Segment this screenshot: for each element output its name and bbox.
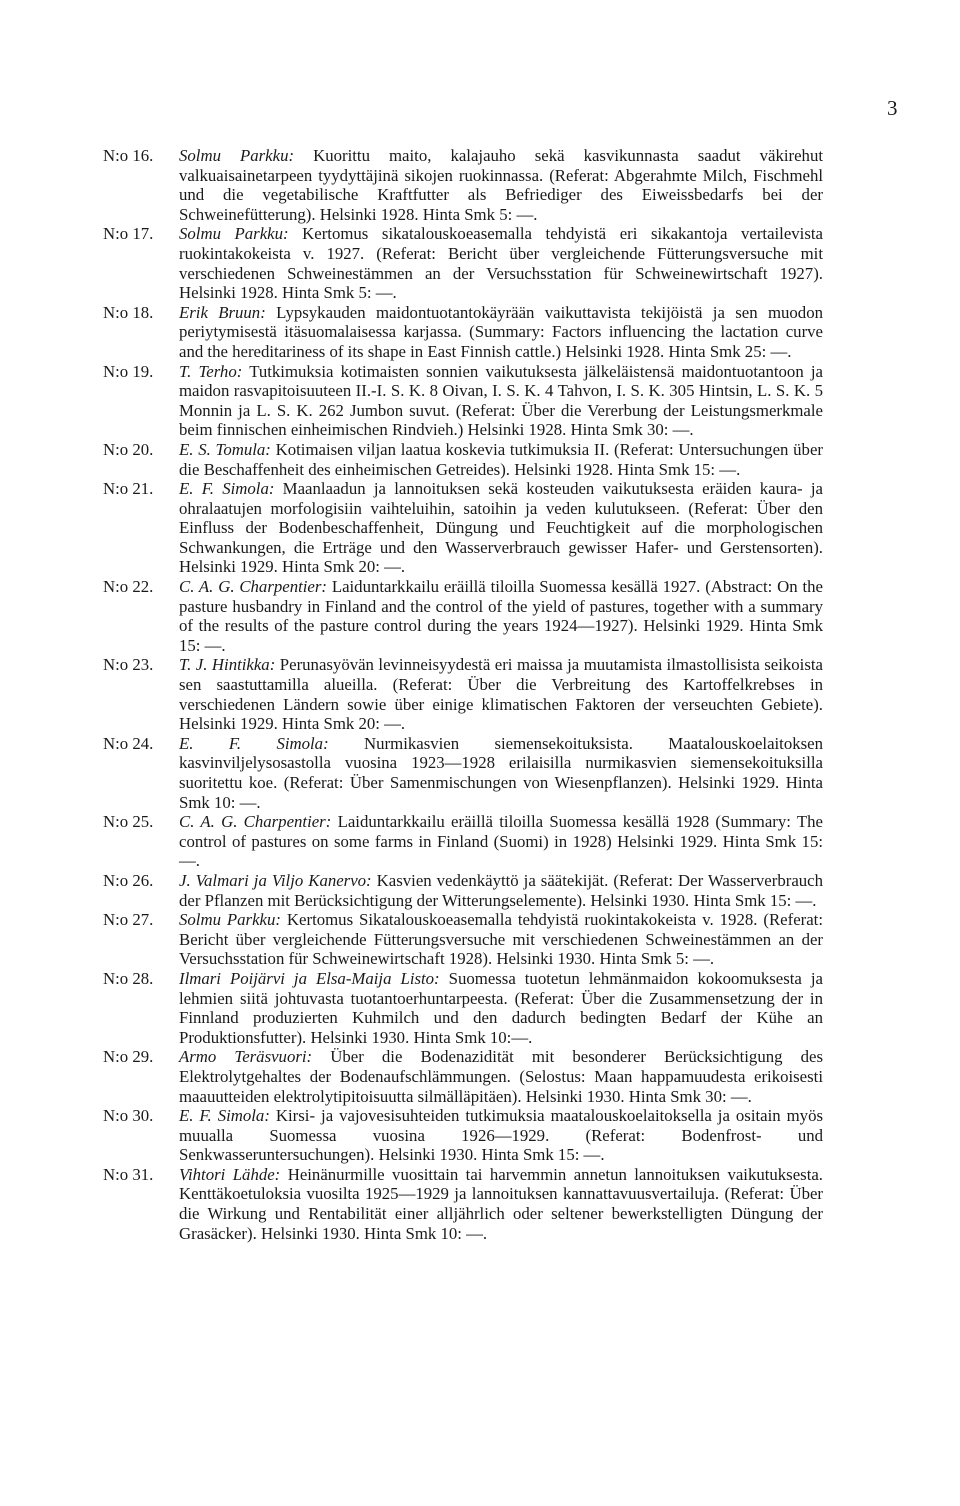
entry-text: Suomessa tuotetun lehmänmaidon kokoomuksesta ja lehmien siitä johtuvasta tuotantoerhuntarpeesta. (Referat: Über die Zusammensetzung der in Finnland produzierten Kuhmilch und den dadurch bedingten Bedarf der Kühe an Produktionsfutter). Helsinki 1930. Hinta Smk 10:—.	[179, 968, 823, 1047]
entry-text: Kirsi- ja vajovesisuhteiden tutkimuksia maatalouskoelaitoksella ja ositain myös muualla Suomessa vuosina 1926—1929. (Referat: Bodenfrost- und Senkwasseruntersuchungen). Helsinki 1930. Hinta Smk 15: —.	[179, 1106, 823, 1165]
entry-author: C. A. G. Charpentier:	[179, 812, 332, 832]
entry-body	[179, 1047, 823, 1106]
publication-entry	[103, 910, 823, 969]
publication-entry	[103, 303, 823, 362]
entry-number: N:o 29.	[103, 1047, 154, 1067]
entry-text: Laiduntarkkailu eräillä tiloilla Suomessa kesällä 1927. (Abstract: On the pasture husbandry in Finland and the control of the yield of pastures, together with a summary of the results of the pasture control during the years 1924—1927). Helsinki 1929. Hinta Smk 15: —.	[179, 577, 823, 655]
entry-text: Kotimaisen viljan laatua koskevia tutkimuksia II. (Referat: Untersuchungen über die Beschaffenheit des einheimischen Getreides). Helsinki 1928. Hinta Smk 15: —.	[179, 439, 823, 479]
publication-entry	[103, 1047, 823, 1106]
publication-entry	[103, 440, 823, 479]
publication-entry	[103, 812, 823, 871]
entry-author: T. J. Hintikka:	[179, 655, 276, 675]
entry-body	[179, 146, 823, 224]
publication-entry	[103, 1165, 823, 1243]
entry-body	[179, 303, 823, 362]
publication-entry	[103, 1106, 823, 1165]
publication-list	[103, 146, 823, 1243]
publication-entry	[103, 146, 823, 224]
entry-text: Lypsykauden maidontuotantokäyrään vaikuttavista tekijöistä ja sen muodon periytymisestä itäsuomalaisessa karjassa. (Summary: Factors influencing the lactation curve and the hereditariness of its shape in East Finnish cattle.) Helsinki 1928. Hinta Smk 25: —.	[179, 302, 823, 361]
entry-author: Solmu Parkku:	[179, 224, 289, 244]
entry-text: Kasvien vedenkäyttö ja säätekijät. (Referat: Der Wasserverbrauch der Pflanzen mit Berücksichtigung der Witterungselemente). Helsinki 1930. Hinta Smk 15: —.	[179, 870, 823, 910]
publication-entry	[103, 969, 823, 1047]
entry-author: Vihtori Lähde:	[179, 1164, 281, 1184]
entry-author: C. A. G. Charpentier:	[179, 577, 327, 597]
entry-author: E. F. Simola:	[179, 479, 275, 499]
entry-author: T. Terho:	[179, 361, 243, 381]
entry-text: Kertomus Sikatalouskoeasemalla tehdyistä ruokintakokeista v. 1928. (Referat: Bericht über vergleichende Fütterungsversuche mit verschiedenen Schweinestämmen an der Versuchsstation für Schweinewirtschaft 1928). Helsinki 1930. Hinta Smk 5: —.	[179, 910, 824, 969]
entry-number: N:o 23.	[103, 655, 154, 675]
entry-body	[179, 1106, 823, 1165]
publication-entry	[103, 479, 823, 577]
entry-body	[179, 871, 823, 910]
entry-body	[179, 362, 823, 440]
entry-number: N:o 31.	[103, 1164, 154, 1184]
entry-number: N:o 17.	[103, 224, 154, 244]
entry-number: N:o 22.	[103, 577, 154, 597]
entry-author: Armo Teräsvuori:	[179, 1047, 313, 1067]
entry-number: N:o 28.	[103, 968, 154, 988]
entry-number: N:o 19.	[103, 361, 154, 381]
entry-number: N:o 30.	[103, 1106, 154, 1126]
entry-body	[179, 812, 823, 871]
publication-entry	[103, 655, 823, 733]
entry-body	[179, 224, 823, 302]
publication-entry	[103, 362, 823, 440]
entry-text: Heinänurmille vuosittain tai harvemmin annetun lannoituksen vaikutuksesta. Kenttäkoetuloksia vuosilta 1925—1929 ja lannoituksen kannattavuusvertailuja. (Referat: Über die Wirkung und Rentabilität einer alljährlich oder seltener bewerkstelligten Düngung der Grasäcker). Helsinki 1930. Hinta Smk 10: —.	[179, 1164, 823, 1243]
entry-text: Perunasyövän levinneisyydestä eri maissa ja muutamista ilmastollisista seikoista sen saastuttamilla alueilla. (Referat: Über die Verbreitung des Kartoffelkrebses in verschiedenen Ländern sowie über einige klimatischen Faktoren der verseuchten Gebiete). Helsinki 1929. Hinta Smk 20: —.	[179, 655, 823, 734]
entry-number: N:o 16.	[103, 146, 154, 165]
entry-number: N:o 25.	[103, 812, 154, 832]
entry-body	[179, 969, 823, 1047]
entry-body	[179, 1165, 823, 1243]
entry-text: Tutkimuksia kotimaisten sonnien vaikutuksesta jälkeläistensä maidontuotantoon ja maidon rasvapitoisuuteen II.-I. S. K. 8 Oivan, I. S. K. 4 Tahvon, I. S. K. 305 Hintsin, L. S. K. 5 Monnin ja L. S. K. 262 Jumbon suvut. (Referat: Über die Vererbung der Leistungsmerkmale beim finnischen einheimischen Rindvieh.) Helsinki 1928. Hinta Smk 30: —.	[179, 361, 823, 440]
entry-text: Nurmikasvien siemensekoituksista. Maatalouskoelaitoksen kasvinviljelysosastolla vuosina 1923—1928 erilaisilla nurmikasvien siemensekoituksilla suoritettu koe. (Referat: Über Samenmischungen von Wiesenpflanzen). Helsinki 1929. Hinta Smk 10: —.	[179, 733, 823, 812]
entry-text: Maanlaadun ja lannoituksen sekä kosteuden vaikutuksesta eräiden kaura- ja ohralaatujen morfologisiin vaihteluihin, satoihin ja veden kulutukseen. (Referat: Über den Einfluss der Bodenbeschaffenheit, Düngung und Feuchtigkeit auf die morphologischen Schwankungen, die Erträge und den Wasserverbrauch gewisser Hafer- und Gerstensorten). Helsinki 1929. Hinta Smk 20: —.	[179, 479, 823, 577]
entry-author: Solmu Parkku:	[179, 910, 281, 930]
entry-author: Erik Bruun:	[179, 302, 266, 322]
entry-body	[179, 479, 823, 577]
entry-number: N:o 24.	[103, 733, 154, 753]
publication-entry	[103, 871, 823, 910]
entry-author: E. F. Simola:	[179, 1106, 270, 1126]
entry-body	[179, 910, 823, 969]
entry-text: Kertomus sikatalouskoeasemalla tehdyistä eri sikakantoja vertailevista ruokintakokeista v. 1927. (Referat: Bericht über vergleichende Fütterungsversuche mit verschiedenen Schweinestämmen an der Versuchsstation für Schweinewirtschaft 1927). Helsinki 1928. Hinta Smk 5: —.	[179, 224, 823, 303]
publication-entry	[103, 577, 823, 655]
entry-number: N:o 26.	[103, 870, 154, 890]
publication-entry	[103, 224, 823, 302]
entry-body	[179, 655, 823, 733]
entry-author: E. F. Simola:	[179, 733, 329, 753]
entry-body	[179, 734, 823, 812]
entry-author: Solmu Parkku:	[179, 146, 295, 165]
page-number: 3	[887, 96, 898, 120]
entry-author: E. S. Tomula:	[179, 439, 271, 459]
entry-author: Ilmari Poijärvi ja Elsa-Maija Listo:	[179, 968, 440, 988]
entry-body	[179, 577, 823, 655]
entry-number: N:o 21.	[103, 479, 154, 499]
entry-body	[179, 440, 823, 479]
entry-text: Laiduntarkkailu eräillä tiloilla Suomessa kesällä 1928 (Summary: The control of pastures on some farms in Finland (Suomi) in 1928) Helsinki 1929. Hinta Smk 15: —.	[179, 812, 824, 871]
entry-number: N:o 20.	[103, 439, 154, 459]
publication-entry	[103, 734, 823, 812]
entry-number: N:o 27.	[103, 910, 154, 930]
entry-text: Über die Bodenazidität mit besonderer Berücksichtigung des Elektrolytgehaltes der Bodenaufschlämmungen. (Selostus: Maan happamuudesta erikoisesti maauutteiden elektrolytipitoisuutta silmälläpitäen). Helsinki 1930. Hinta Smk 30: —.	[179, 1047, 823, 1106]
entry-author: J. Valmari ja Viljo Kanervo:	[179, 870, 372, 890]
entry-text: Kuorittu maito, kalajauho sekä kasvikunnasta saadut väkirehut valkuaisainetarpeen tyydyttäjinä sikojen ruokinnassa. (Referat: Abgerahmte Milch, Fischmehl und die vegetabilische Kraftfutter als Befriediger des Eiweissbedarfs bei der Schweinefütterung). Helsinki 1928. Hinta Smk 5: —.	[179, 146, 823, 224]
entry-number: N:o 18.	[103, 302, 154, 322]
